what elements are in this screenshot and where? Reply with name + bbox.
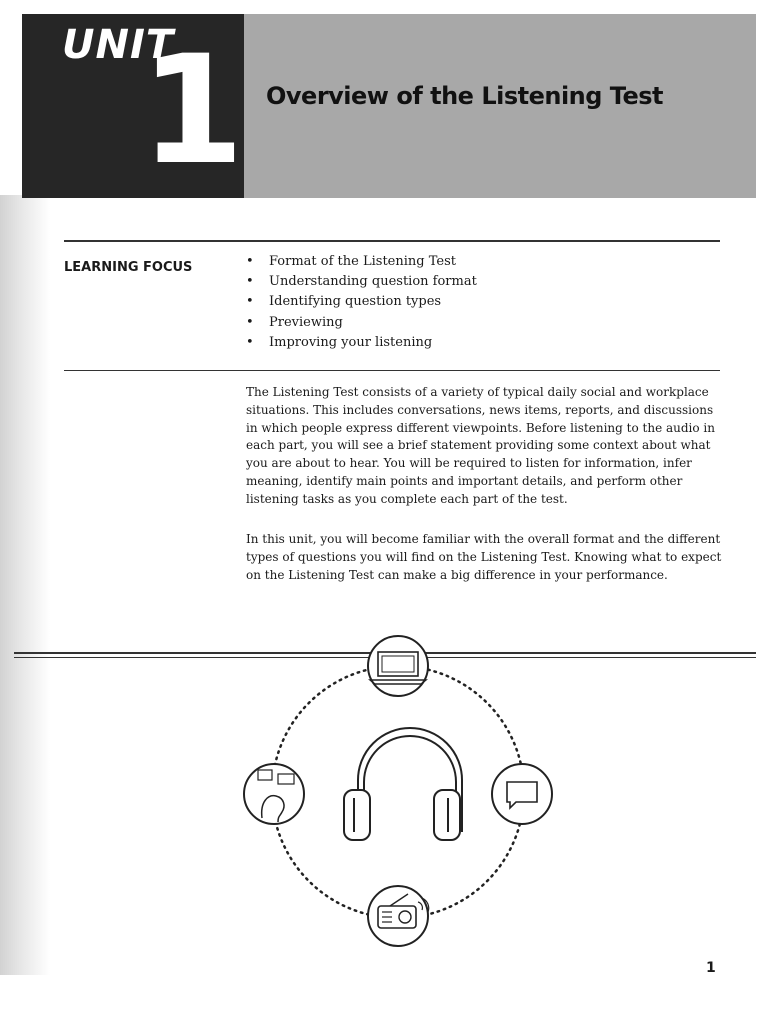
radio-icon bbox=[368, 886, 429, 946]
learning-focus-item: • Improving your listening bbox=[246, 333, 477, 353]
dotted-orbit bbox=[272, 666, 524, 918]
section-rule bbox=[64, 370, 720, 371]
listening-illustration bbox=[240, 630, 560, 950]
intro-paragraph: The Listening Test consists of a variety of typical daily social and workplace situations. This includes conversations, news items, reports, and discussions in which people express different viewpoints. Before listening to the audio in each part, you will see a brief statement providing some context about what you are about to hear. You will be required to listen for information, infer meaning, identify main points and important details, and perform other listening tasks as you complete each part of the test. bbox=[246, 385, 715, 506]
scan-edge-shadow bbox=[0, 195, 50, 975]
learning-focus-label: LEARNING FOCUS bbox=[64, 260, 193, 275]
learning-focus-item: • Format of the Listening Test bbox=[246, 252, 477, 272]
unit-number: 1 bbox=[140, 24, 245, 198]
page-number: 1 bbox=[706, 960, 716, 976]
speaking-person-icon bbox=[244, 764, 304, 824]
headphones-icon bbox=[344, 728, 462, 840]
learning-focus-list bbox=[246, 252, 477, 353]
title-band bbox=[244, 14, 756, 198]
learning-focus-item: • Understanding question format bbox=[246, 272, 477, 292]
top-rule bbox=[64, 240, 720, 242]
learning-focus-item: • Previewing bbox=[246, 313, 477, 333]
learning-focus-item: • Identifying question types bbox=[246, 292, 477, 312]
speech-bubble-icon bbox=[492, 764, 552, 824]
unit-title: Overview of the Listening Test bbox=[266, 82, 664, 110]
unit-overview-paragraph: In this unit, you will become familiar with the overall format and the different types of questions you will find on the Listening Test. Knowing what to expect on the Listening Test can make a big difference in your performance. bbox=[246, 532, 722, 582]
unit-label: UNIT bbox=[62, 22, 175, 68]
laptop-icon bbox=[368, 636, 428, 696]
unit-block bbox=[22, 14, 244, 198]
